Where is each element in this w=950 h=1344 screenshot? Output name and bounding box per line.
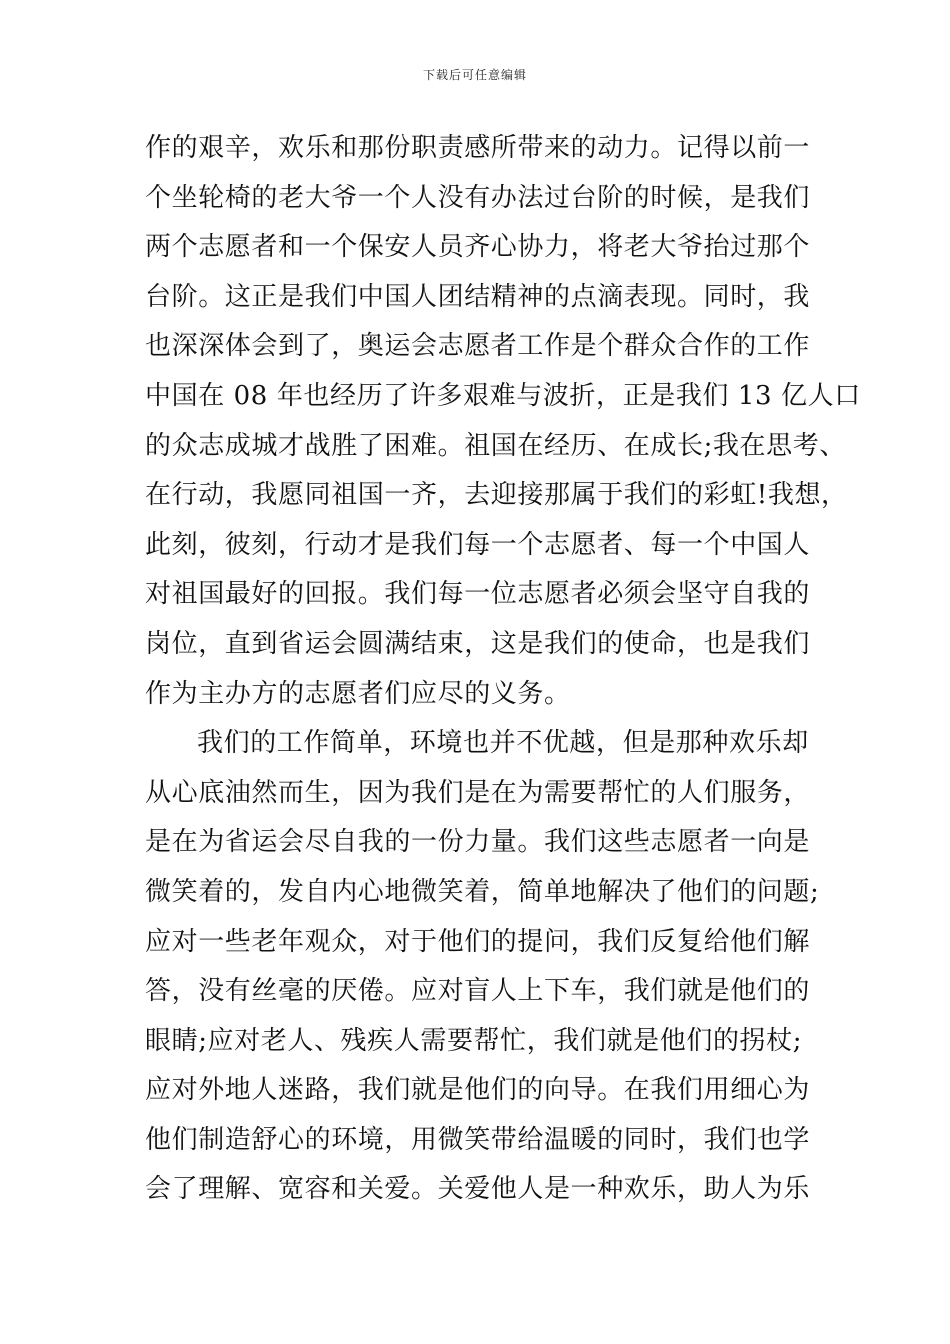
text-line: 他们制造舒心的环境，用微笑带给温暖的同时，我们也学 — [145, 1124, 811, 1155]
text-line: 从心底油然而生，因为我们是在为需要帮忙的人们服务， — [145, 777, 811, 808]
text-line: 答，没有丝毫的厌倦。应对盲人上下车，我们就是他们的 — [145, 976, 811, 1007]
text-line: 台阶。这正是我们中国人团结精神的点滴表现。同时，我 — [145, 281, 811, 312]
text-line: 是在为省运会尽自我的一份力量。我们这些志愿者一向是 — [145, 827, 811, 858]
text-line: 岗位，直到省运会圆满结束，这是我们的使命，也是我们 — [145, 628, 811, 659]
text-line: 作的艰辛，欢乐和那份职责感所带来的动力。记得以前一 — [145, 133, 811, 163]
text-line: 会了理解、宽容和关爱。关爱他人是一种欢乐，助人为乐 — [145, 1174, 811, 1205]
text-line: 在行动，我愿同祖国一齐，去迎接那属于我们的彩虹!我想， — [145, 480, 848, 511]
text-line: 我们的工作简单，环境也并不优越，但是那种欢乐却 — [197, 728, 809, 759]
text-line: 眼睛;应对老人、残疾人需要帮忙，我们就是他们的拐杖; — [145, 1025, 803, 1056]
text-line: 也深深体会到了，奥运会志愿者工作是个群众合作的工作 — [145, 331, 811, 362]
text-line: 中国在 08 年也经历了许多艰难与波折，正是我们 13 亿人口 — [145, 380, 861, 411]
document-body — [145, 124, 861, 1215]
text-line: 此刻，彼刻，行动才是我们每一个志愿者、每一个中国人 — [145, 529, 811, 560]
text-line: 微笑着的，发自内心地微笑着，简单地解决了他们的问题; — [145, 876, 820, 907]
text-line: 应对外地人迷路，我们就是他们的向导。在我们用细心为 — [145, 1075, 811, 1106]
header-note: 下载后可任意编辑 — [422, 68, 527, 82]
text-line: 应对一些老年观众，对于他们的提问，我们反复给他们解 — [145, 926, 811, 957]
text-line: 作为主办方的志愿者们应尽的义务。 — [145, 678, 571, 709]
text-line: 的众志成城才战胜了困难。祖国在经历、在成长;我在思考、 — [145, 430, 846, 461]
paragraph-1 — [145, 124, 861, 719]
text-line: 两个志愿者和一个保安人员齐心协力，将老大爷抬过那个 — [145, 232, 811, 263]
text-line: 个坐轮椅的老大爷一个人没有办法过台阶的时候，是我们 — [145, 182, 811, 213]
text-line: 对祖国最好的回报。我们每一位志愿者必须会坚守自我的 — [145, 579, 811, 610]
paragraph-2 — [145, 719, 825, 1215]
